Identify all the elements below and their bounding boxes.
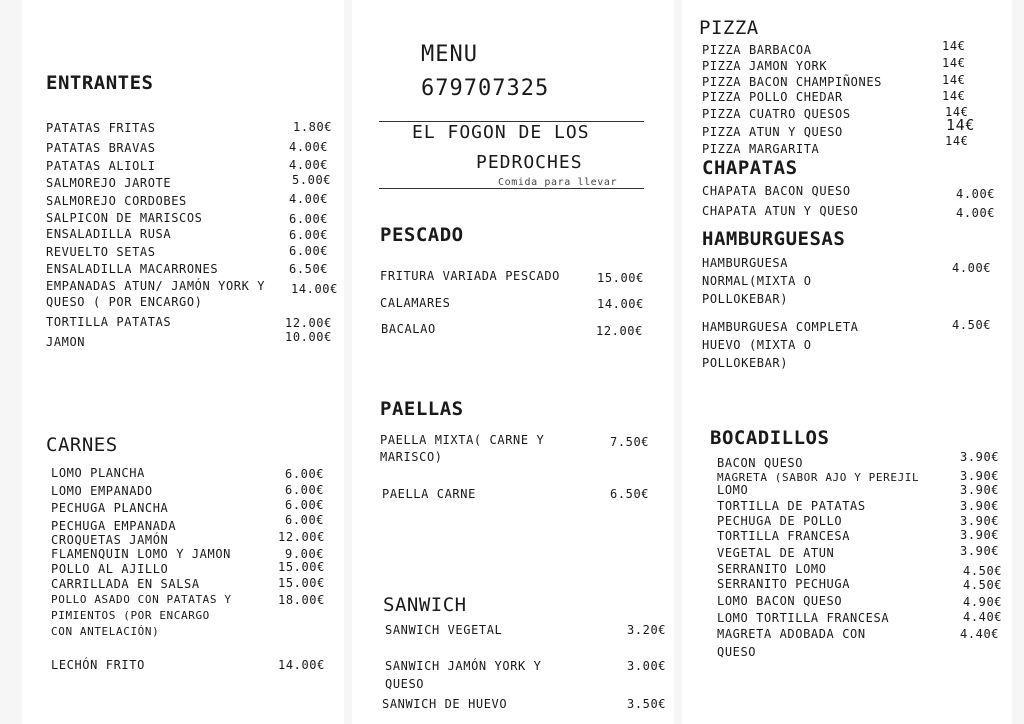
menu-item-price: 3.00€ xyxy=(627,659,667,673)
menu-item-name: POLLO AL AJILLO xyxy=(51,562,169,576)
menu-item-price: 4.90€ xyxy=(963,595,1003,609)
brand-line-1: EL FOGON DE LOS xyxy=(412,122,590,143)
menu-item-name: HAMBURGUESA NORMAL(MIXTA O POLLOKEBAR) xyxy=(702,256,812,306)
menu-item-name: PECHUGA DE POLLO xyxy=(717,514,843,528)
menu-item-name: SANWICH JAMÓN YORK Y QUESO xyxy=(385,659,542,691)
menu-item-name: TORTILLA FRANCESA xyxy=(717,529,851,543)
menu-item-name: VEGETAL DE ATUN xyxy=(717,546,835,560)
menu-title: MENU xyxy=(421,42,478,67)
menu-item-price: 3.90€ xyxy=(960,544,1000,558)
menu-item-price: 14€ xyxy=(946,116,975,134)
menu-item-name: LOMO TORTILLA FRANCESA xyxy=(717,611,890,625)
menu-item-name: PATATAS ALIOLI xyxy=(46,159,156,173)
menu-item-price: 3.90€ xyxy=(960,514,1000,528)
tagline: Comida para llevar xyxy=(498,177,618,188)
menu-item-price: 14€ xyxy=(942,89,966,103)
section-title-hamburguesas: HAMBURGUESAS xyxy=(702,228,846,250)
menu-item-name: CALAMARES xyxy=(380,296,451,310)
menu-item-name: BACALAO xyxy=(381,322,436,336)
menu-item-price: 3.90€ xyxy=(960,483,1000,497)
header-rule-bottom xyxy=(379,188,644,189)
menu-item-price: 6.00€ xyxy=(285,498,325,512)
menu-item-price: 4.40€ xyxy=(960,627,1000,641)
menu-item-name: SANWICH DE HUEVO xyxy=(382,697,508,711)
menu-item-price: 3.90€ xyxy=(960,469,1000,483)
section-title-sanwich: SANWICH xyxy=(383,594,467,616)
menu-item-price: 15.00€ xyxy=(597,271,644,285)
menu-item-price: 6.00€ xyxy=(285,513,325,527)
menu-item-name: PIZZA CUATRO QUESOS xyxy=(702,107,851,121)
menu-item-price: 10.00€ xyxy=(285,330,332,344)
section-title-entrantes: ENTRANTES xyxy=(46,72,154,94)
menu-item-name: EMPANADAS ATUN/ JAMÓN YORK Y QUESO ( POR ENCARGO) xyxy=(46,279,266,309)
menu-item-name: PIZZA ATUN Y QUESO xyxy=(702,125,843,139)
menu-item-name: PIZZA BARBACOA xyxy=(702,43,812,57)
menu-item-price: 4.00€ xyxy=(289,192,329,206)
menu-item-price: 3.90€ xyxy=(960,499,1000,513)
menu-item-name: LOMO xyxy=(717,483,749,497)
section-title-paellas: PAELLAS xyxy=(380,398,464,420)
menu-item-name: JAMON xyxy=(46,335,86,349)
menu-item-price: 14€ xyxy=(942,39,966,53)
menu-item-name: PECHUGA PLANCHA xyxy=(51,501,169,515)
menu-item-price: 4.50€ xyxy=(963,578,1003,592)
menu-item-price: 3.20€ xyxy=(627,623,667,637)
menu-item-name: PIZZA BACON CHAMPIÑONES xyxy=(702,75,882,89)
menu-item-price: 1.80€ xyxy=(293,120,333,134)
menu-item-name: PIZZA POLLO CHEDAR xyxy=(702,90,843,104)
menu-item-name: SANWICH VEGETAL xyxy=(385,623,503,637)
section-title-bocadillos: BOCADILLOS xyxy=(710,427,830,449)
menu-item-price: 3.90€ xyxy=(960,528,1000,542)
menu-item-name: SERRANITO PECHUGA xyxy=(717,577,851,591)
section-title-carnes: CARNES xyxy=(46,434,118,456)
menu-item-price: 6.00€ xyxy=(289,212,329,226)
menu-item-price: 6.50€ xyxy=(289,262,329,276)
menu-item-price: 12.00€ xyxy=(285,316,332,330)
menu-item-name: MAGRETA ADOBADA CON QUESO xyxy=(717,627,866,659)
menu-item-price: 14.00€ xyxy=(597,297,644,311)
menu-item-name: PIZZA JAMON YORK xyxy=(702,59,828,73)
menu-item-price: 4.50€ xyxy=(952,318,992,332)
menu-item-price: 5.00€ xyxy=(292,173,332,187)
menu-item-price: 14€ xyxy=(945,105,969,119)
menu-item-price: 6.00€ xyxy=(285,467,325,481)
menu-item-price: 9.00€ xyxy=(285,547,325,561)
menu-item-name: LOMO EMPANADO xyxy=(51,484,153,498)
menu-item-name: FLAMENQUIN LOMO Y JAMON xyxy=(51,547,231,561)
brand-line-2: PEDROCHES xyxy=(476,152,583,173)
menu-item-name: TORTILLA PATATAS xyxy=(46,315,172,329)
menu-item-price: 6.50€ xyxy=(610,487,650,501)
menu-item-price: 6.00€ xyxy=(285,483,325,497)
menu-item-name: LOMO BACON QUESO xyxy=(717,594,843,608)
menu-item-name: MAGRETA (SABOR AJO Y PEREJIL xyxy=(717,471,920,484)
menu-item-name: REVUELTO SETAS xyxy=(46,245,156,259)
menu-item-name: PECHUGA EMPANADA xyxy=(51,519,177,533)
menu-item-name: PIZZA MARGARITA xyxy=(702,142,820,156)
menu-item-name: BACON QUESO xyxy=(717,456,804,470)
menu-item-price: 14€ xyxy=(942,56,966,70)
menu-item-price: 6.00€ xyxy=(289,228,329,242)
menu-item-name: FRITURA VARIADA PESCADO xyxy=(380,269,560,283)
menu-item-price: 14€ xyxy=(945,134,969,148)
menu-item-price: 15.00€ xyxy=(278,576,325,590)
menu-item-price: 12.00€ xyxy=(596,324,643,338)
menu-item-price: 14€ xyxy=(942,73,966,87)
menu-item-name: HAMBURGUESA COMPLETA HUEVO (MIXTA O POLLOKEBAR) xyxy=(702,320,859,370)
menu-item-name: CROQUETAS JAMÓN xyxy=(51,533,169,547)
menu-item-name: CARRILLADA EN SALSA xyxy=(51,577,200,591)
menu-item-price: 4.00€ xyxy=(956,206,996,220)
menu-item-price: 18.00€ xyxy=(278,593,325,607)
menu-item-name: PAELLA MIXTA( CARNE Y MARISCO) xyxy=(380,433,545,464)
menu-item-price: 4.40€ xyxy=(963,610,1003,624)
section-title-pescado: PESCADO xyxy=(380,224,464,246)
menu-item-price: 6.00€ xyxy=(289,244,329,258)
menu-item-name: CHAPATA ATUN Y QUESO xyxy=(702,204,859,218)
section-title-chapatas: CHAPATAS xyxy=(702,157,798,179)
menu-item-price: 12.00€ xyxy=(278,530,325,544)
menu-item-price: 3.50€ xyxy=(627,697,667,711)
menu-item-price: 14.00€ xyxy=(278,658,325,672)
menu-item-price: 14.00€ xyxy=(291,282,338,296)
menu-item-name: LOMO PLANCHA xyxy=(51,466,145,480)
menu-item-price: 4.50€ xyxy=(963,564,1003,578)
menu-item-name: ENSALADILLA RUSA xyxy=(46,227,172,241)
menu-item-name: LECHÓN FRITO xyxy=(51,658,145,672)
menu-item-name: PAELLA CARNE xyxy=(382,487,476,501)
menu-item-name: ENSALADILLA MACARRONES xyxy=(46,262,219,276)
menu-item-name: POLLO ASADO CON PATATAS Y PIMIENTOS (POR ENCARGO CON ANTELACIÓN) xyxy=(51,593,232,638)
section-title-pizza: PIZZA xyxy=(699,17,759,39)
menu-item-name: PATATAS BRAVAS xyxy=(46,141,156,155)
menu-item-name: TORTILLA DE PATATAS xyxy=(717,499,866,513)
menu-item-price: 4.00€ xyxy=(956,187,996,201)
menu-item-name: PATATAS FRITAS xyxy=(46,121,156,135)
menu-item-price: 4.00€ xyxy=(952,261,992,275)
menu-item-price: 7.50€ xyxy=(610,435,650,449)
menu-item-name: SALMOREJO CORDOBES xyxy=(46,194,187,208)
menu-item-price: 4.00€ xyxy=(289,140,329,154)
phone-number: 679707325 xyxy=(421,76,550,101)
menu-item-price: 15.00€ xyxy=(278,560,325,574)
menu-item-name: SALPICON DE MARISCOS xyxy=(46,211,203,225)
menu-item-name: CHAPATA BACON QUESO xyxy=(702,184,851,198)
menu-item-name: SALMOREJO JAROTE xyxy=(46,176,172,190)
menu-item-price: 4.00€ xyxy=(289,158,329,172)
menu-item-price: 3.90€ xyxy=(960,450,1000,464)
menu-item-name: SERRANITO LOMO xyxy=(717,562,827,576)
